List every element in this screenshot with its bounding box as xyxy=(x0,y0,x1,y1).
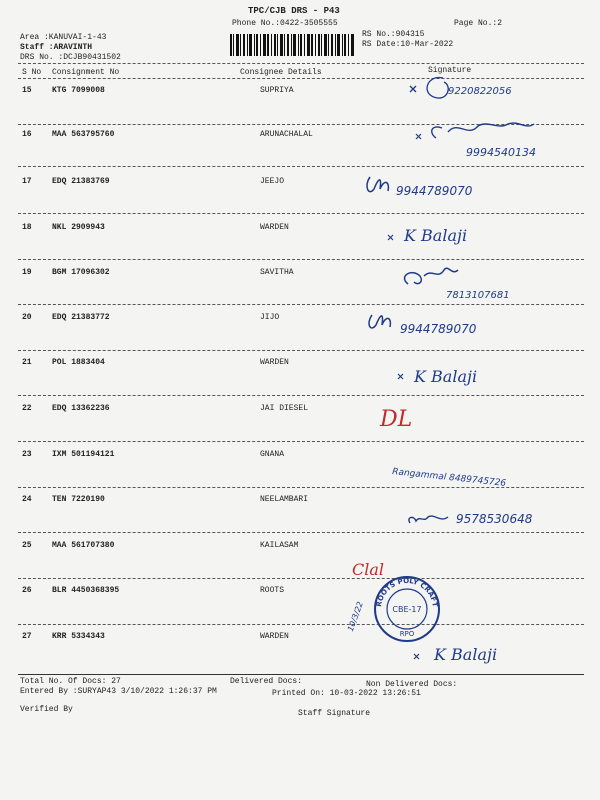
footer-divider xyxy=(18,674,584,675)
row-sno: 18 xyxy=(22,223,32,232)
row-sno: 17 xyxy=(22,177,32,186)
row-consignment: BGM 17096302 xyxy=(52,268,110,277)
row-consignment: EDQ 21383772 xyxy=(52,313,110,322)
row-consignment: EDQ 21383769 xyxy=(52,177,110,186)
row-divider xyxy=(18,532,584,533)
signature-note: K Balaji xyxy=(404,226,468,245)
row-consignee: WARDEN xyxy=(260,358,289,367)
table-row xyxy=(18,632,584,677)
row-consignment: KRR 5334343 xyxy=(52,632,105,641)
phone-number: Phone No.:0422-3505555 xyxy=(232,19,338,28)
rs-date: RS Date:10-Mar-2022 xyxy=(362,40,454,49)
staff-label: Staff :ARAVINTH xyxy=(20,43,93,52)
printed-on: Printed On: 10-03-2022 13:26:51 xyxy=(272,689,421,698)
row-consignee: JAI DIESEL xyxy=(260,404,309,413)
row-sno: 23 xyxy=(22,450,32,459)
row-consignee: SAVITHA xyxy=(260,268,294,277)
non-delivered-docs: Non Delivered Docs: xyxy=(366,680,458,689)
area-label: Area :KANUVAI-1-43 xyxy=(20,33,107,42)
staff-signature: Staff Signature xyxy=(298,709,371,718)
row-sno: 15 xyxy=(22,86,32,95)
signature-cell xyxy=(348,473,588,533)
signature-note: 9220822056 xyxy=(448,86,512,97)
row-consignment: IXM 501194121 xyxy=(52,450,115,459)
drs-title: TPC/CJB DRS - P43 xyxy=(248,6,340,16)
verified-by: Verified By xyxy=(20,705,73,714)
row-sno: 19 xyxy=(22,268,32,277)
signature-note: 9944789070 xyxy=(400,322,477,336)
signature-mark xyxy=(348,473,588,533)
signature-note: 9994540134 xyxy=(466,146,536,159)
row-consignee: JIJO xyxy=(260,313,280,322)
signature-note: 7813107681 xyxy=(446,290,510,301)
row-sno: 21 xyxy=(22,358,32,367)
row-consignment: MAA 563795760 xyxy=(52,130,115,139)
row-consignee: ROOTS xyxy=(260,586,285,595)
row-consignment: NKL 2909943 xyxy=(52,223,105,232)
signature-note: 9578530648 xyxy=(456,512,533,526)
col-consignment: Consignment No xyxy=(52,68,120,77)
roots-stamp xyxy=(372,574,442,644)
row-consignee: GNANA xyxy=(260,450,285,459)
row-sno: 16 xyxy=(22,130,32,139)
signature-note: Rangammal 8489745726 xyxy=(391,467,507,488)
row-sno: 22 xyxy=(22,404,32,413)
row-sno: 24 xyxy=(22,495,32,504)
stamp-bottom-text: RPO xyxy=(399,630,415,638)
page-number: Page No.:2 xyxy=(454,19,503,28)
row-consignment: BLR 4450368395 xyxy=(52,586,120,595)
row-consignee: WARDEN xyxy=(260,223,289,232)
total-docs: Total No. Of Docs: 27 xyxy=(20,677,121,686)
col-signature: Signature xyxy=(428,66,472,75)
row-consignee: SUPRIYA xyxy=(260,86,294,95)
row-consignment: EDQ 13362236 xyxy=(52,404,110,413)
col-sno: S No xyxy=(22,68,42,77)
row-sno: 27 xyxy=(22,632,32,641)
row-consignee: NEELAMBARI xyxy=(260,495,309,504)
signature-note: K Balaji xyxy=(434,645,498,664)
row-consignee: WARDEN xyxy=(260,632,289,641)
red-initials: Clal xyxy=(352,560,385,579)
table-row xyxy=(18,495,584,540)
row-sno: 26 xyxy=(22,586,32,595)
stamp-date: 10/3/22 xyxy=(345,600,365,633)
rs-number: RS No.:904315 xyxy=(362,30,425,39)
signature-note: 9944789070 xyxy=(396,184,473,198)
delivered-docs: Delivered Docs: xyxy=(230,677,303,686)
col-consignee: Consignee Details xyxy=(240,68,322,77)
row-divider xyxy=(18,578,584,579)
signature-note: K Balaji xyxy=(414,367,478,386)
stamp-arc-text: ROOTS POLY CRAFT xyxy=(375,576,439,608)
row-consignment: MAA 561707380 xyxy=(52,541,115,550)
row-consignment: TEN 7220190 xyxy=(52,495,105,504)
row-sno: 25 xyxy=(22,541,32,550)
table-row xyxy=(18,541,584,586)
row-sno: 20 xyxy=(22,313,32,322)
signature-note: DL xyxy=(380,407,413,432)
entered-by: Entered By :SURYAP43 3/10/2022 1:26:37 PM xyxy=(20,687,217,696)
row-consignee: ARUNACHALAL xyxy=(260,130,313,139)
row-consignment: POL 1883404 xyxy=(52,358,105,367)
row-consignee: JEEJO xyxy=(260,177,285,186)
barcode xyxy=(230,34,354,56)
drs-number: DRS No. :DCJB90431502 xyxy=(20,53,121,62)
stamp-center-text: CBE-17 xyxy=(392,605,422,614)
row-consignee: KAILASAM xyxy=(260,541,299,550)
row-consignment: KTG 7099008 xyxy=(52,86,105,95)
